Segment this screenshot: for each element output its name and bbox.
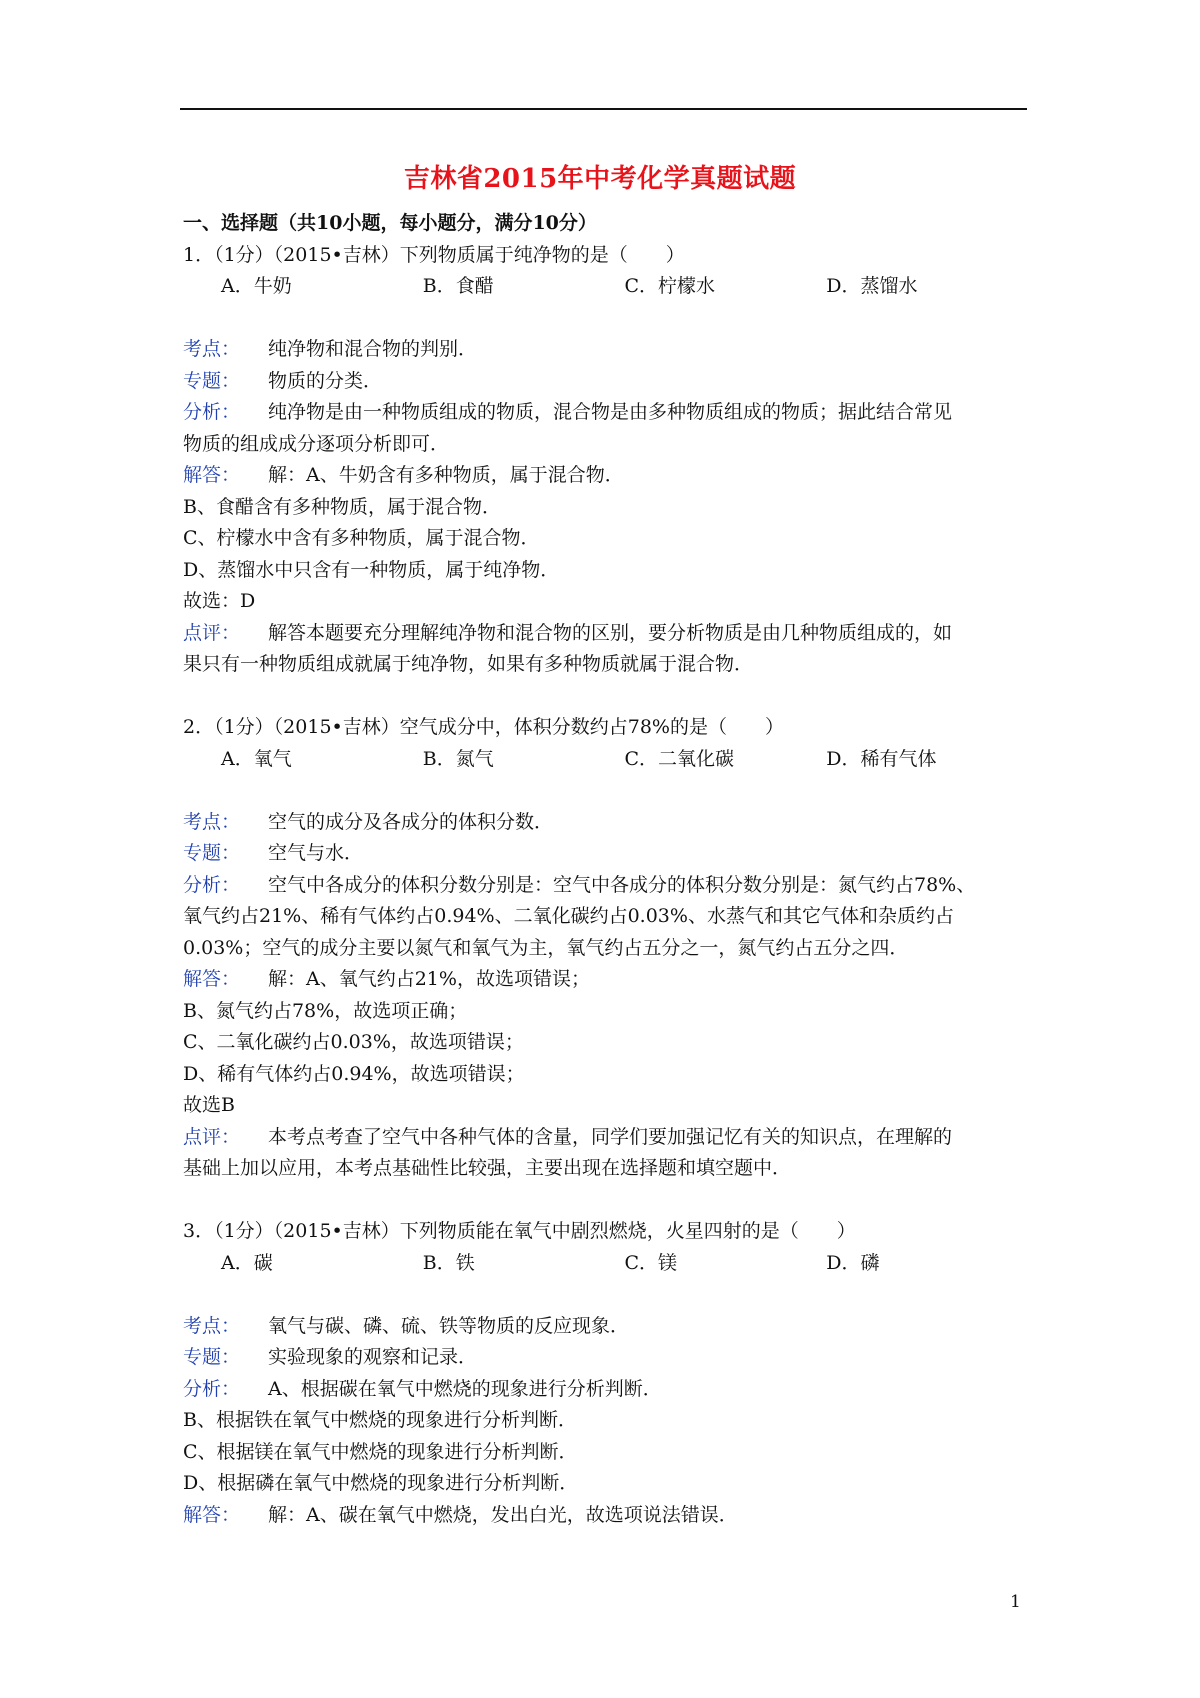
q2-jieda: [183, 964, 1028, 996]
fenxi-label: 分析：: [183, 873, 241, 896]
q1-jieda-c: C、柠檬水中含有多种物质，属于混合物．: [183, 527, 540, 549]
fenxi-label: 分析：: [183, 401, 241, 423]
spacer: [183, 775, 1028, 807]
q1-fenxi: [183, 397, 1028, 429]
q1-answer: 故选：D: [183, 590, 256, 612]
q1-jieda-b: B、食醋含有多种物质，属于混合物．: [183, 495, 501, 518]
zhuanti-text: 物质的分类．: [268, 369, 383, 392]
question-1-options: [183, 271, 1028, 303]
q1-dianping-cont: 果只有一种物质组成就属于纯净物，如果有多种物质就属于混合物．: [183, 653, 754, 675]
q2-jieda-d: D、稀有气体约占0.94%，故选项错误；: [183, 1062, 525, 1085]
option-c: C．二氧化碳: [624, 747, 735, 770]
document-title: 吉林省2015年中考化学真题试题: [403, 164, 797, 194]
q3-kaodian: [183, 1311, 1028, 1343]
fenxi-text: 纯净物是由一种物质组成的物质，混合物是由多种物质组成的物质；据此结合常见: [268, 401, 953, 423]
q3-fenxi-c: C、根据镁在氧气中燃烧的现象进行分析判断．: [183, 1440, 578, 1463]
zhuanti-label: 专题：: [183, 842, 241, 864]
question-1-stem: 1．（1分）（2015•吉林）下列物质属于纯净物的是（ ）: [183, 243, 685, 266]
q3-fenxi-b: B、根据铁在氧气中燃烧的现象进行分析判断．: [183, 1409, 577, 1431]
q1-dianping: [183, 618, 1028, 650]
q2-jieda-c: C、二氧化碳约占0.03%，故选项错误；: [183, 1031, 524, 1053]
q2-fenxi: [183, 870, 1028, 902]
jieda-label: 解答：: [183, 1503, 241, 1526]
option-c: C．镁: [624, 1251, 678, 1274]
zhuanti-text: 空气与水．: [268, 842, 364, 864]
document-body: [183, 208, 1028, 1531]
jieda-label: 解答：: [183, 464, 241, 486]
q3-fenxi: [183, 1374, 1028, 1406]
q2-fenxi-cont: 氧气约占21%、稀有气体约占0.94%、二氧化碳约占0.03%、水蒸气和其它气体和杂质约占: [183, 905, 954, 927]
fenxi-label: 分析：: [183, 1377, 241, 1400]
header-rule: [180, 108, 1027, 110]
fenxi-text: A、根据碳在氧气中燃烧的现象进行分析判断．: [268, 1377, 662, 1400]
option-a: A．碳: [221, 1251, 273, 1274]
q1-kaodian: [183, 334, 1028, 366]
q3-zhuanti: [183, 1342, 1028, 1374]
option-b: B．氮气: [422, 747, 494, 770]
page-number: 1: [1010, 1592, 1021, 1612]
option-d: D．稀有气体: [826, 747, 937, 770]
q2-dianping: [183, 1122, 1028, 1154]
q1-jieda: [183, 460, 1028, 492]
q2-dianping-cont: 基础上加以应用，本考点基础性比较强，主要出现在选择题和填空题中．: [183, 1157, 792, 1179]
question-2-stem: 2．（1分）（2015•吉林）空气成分中，体积分数约占78%的是（ ）: [183, 716, 784, 738]
dianping-text: 本考点考查了空气中各种气体的含量，同学们要加强记忆有关的知识点，在理解的: [268, 1125, 953, 1148]
q2-answer: 故选B: [183, 1094, 235, 1116]
option-d: D．蒸馏水: [826, 275, 918, 297]
jieda-text: 解：A、氧气约占21%，故选项错误；: [268, 968, 590, 990]
dianping-label: 点评：: [183, 621, 241, 644]
option-c: C．柠檬水: [624, 275, 716, 297]
fenxi-text: 空气中各成分的体积分数分别是：空气中各成分的体积分数分别是：氮气约占78%、: [268, 873, 976, 896]
kaodian-label: 考点：: [183, 338, 241, 360]
jieda-label: 解答：: [183, 968, 241, 990]
question-3-options: [183, 1248, 1028, 1280]
kaodian-text: 纯净物和混合物的判别．: [268, 338, 478, 360]
dianping-text: 解答本题要充分理解纯净物和混合物的区别，要分析物质是由几种物质组成的，如: [268, 621, 953, 644]
zhuanti-label: 专题：: [183, 369, 241, 392]
section-heading: 一、选择题（共10小题，每小题分，满分10分）: [183, 212, 597, 234]
option-d: D．磷: [826, 1251, 880, 1274]
q1-zhuanti: [183, 366, 1028, 398]
option-b: B．铁: [422, 1251, 475, 1274]
question-2-options: [183, 744, 1028, 776]
zhuanti-label: 专题：: [183, 1346, 241, 1368]
q2-zhuanti: [183, 838, 1028, 870]
spacer: [183, 303, 1028, 335]
jieda-text: 解：A、碳在氧气中燃烧，发出白光，故选项说法错误．: [268, 1503, 738, 1526]
q2-kaodian: [183, 807, 1028, 839]
q1-fenxi-cont: 物质的组成成分逐项分析即可．: [183, 432, 450, 455]
kaodian-text: 氧气与碳、磷、硫、铁等物质的反应现象．: [268, 1314, 630, 1337]
question-3-stem: 3．（1分）（2015•吉林）下列物质能在氧气中剧烈燃烧，火星四射的是（ ）: [183, 1220, 856, 1242]
kaodian-label: 考点：: [183, 1314, 241, 1337]
dianping-label: 点评：: [183, 1125, 241, 1148]
q2-jieda-b: B、氮气约占78%，故选项正确；: [183, 999, 468, 1022]
kaodian-label: 考点：: [183, 810, 241, 833]
q2-fenxi-cont2: 0.03%；空气的成分主要以氮气和氧气为主，氧气约占五分之一，氮气约占五分之四．: [183, 936, 909, 959]
kaodian-text: 空气的成分及各成分的体积分数．: [268, 810, 554, 833]
q3-fenxi-d: D、根据磷在氧气中燃烧的现象进行分析判断．: [183, 1472, 579, 1494]
option-a: A．氧气: [221, 747, 292, 770]
q3-jieda: [183, 1500, 1028, 1532]
zhuanti-text: 实验现象的观察和记录．: [268, 1346, 478, 1368]
option-b: B．食醋: [422, 275, 494, 297]
spacer: [183, 1279, 1028, 1311]
q1-jieda-d: D、蒸馏水中只含有一种物质，属于纯净物．: [183, 558, 560, 581]
spacer: [183, 681, 1028, 713]
jieda-text: 解：A、牛奶含有多种物质，属于混合物．: [268, 464, 624, 486]
spacer: [183, 1185, 1028, 1217]
option-a: A．牛奶: [221, 275, 292, 297]
